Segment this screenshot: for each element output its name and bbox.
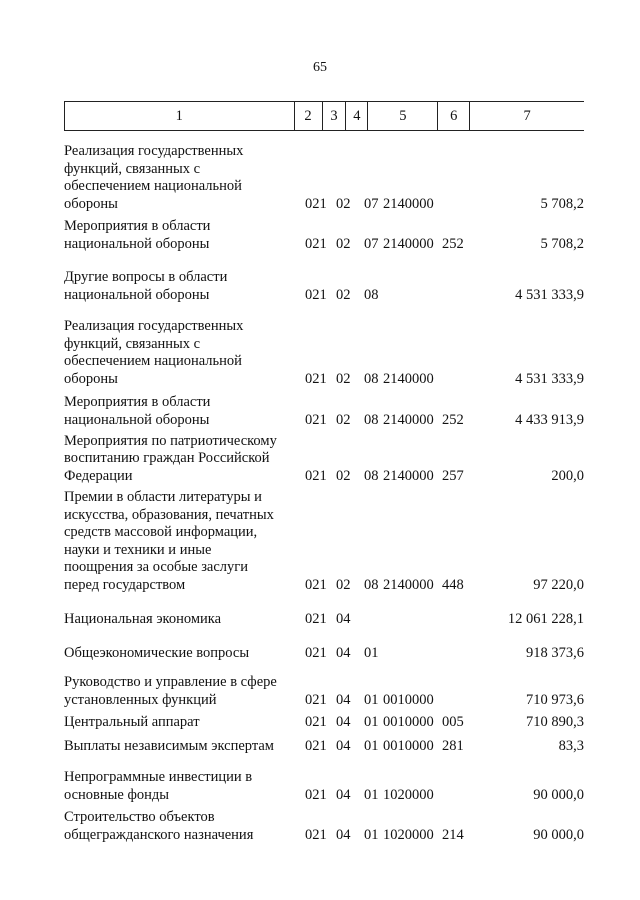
row-code-subsection: 01	[364, 713, 379, 730]
row-code-subsection: 08	[364, 576, 379, 593]
table-row	[64, 809, 584, 844]
table-row	[64, 394, 584, 429]
row-code-subsection: 01	[364, 786, 379, 803]
row-name: Другие вопросы в области национальной обороны	[64, 269, 228, 303]
row-name: Мероприятия в области национальной обороны	[64, 218, 211, 252]
row-code-target: 2140000	[383, 576, 434, 593]
row-amount: 4 531 333,9	[515, 286, 584, 303]
row-code-ministry: 021	[305, 576, 327, 593]
row-code-ministry: 021	[305, 411, 327, 428]
row-code-subsection: 01	[364, 644, 379, 661]
row-code-expense: 005	[442, 713, 464, 730]
row-code-ministry: 021	[305, 370, 327, 387]
row-code-subsection: 01	[364, 826, 379, 843]
row-code-subsection: 07	[364, 195, 379, 212]
table-row	[64, 218, 584, 253]
table-row	[64, 642, 584, 662]
row-code-section: 04	[336, 826, 351, 843]
header-col-2: 2	[295, 102, 323, 130]
row-name: Общеэкономические вопросы	[64, 644, 250, 661]
row-code-subsection: 08	[364, 370, 379, 387]
row-code-ministry: 021	[305, 826, 327, 843]
row-code-subsection: 08	[364, 411, 379, 428]
row-code-expense: 448	[442, 576, 464, 593]
row-code-target: 1020000	[383, 786, 434, 803]
row-code-ministry: 021	[305, 286, 327, 303]
row-amount: 4 531 333,9	[515, 370, 584, 387]
row-name: Мероприятия по патриотическому воспитанию граждан Российской Федерации	[64, 432, 277, 484]
row-name: Центральный аппарат	[64, 713, 200, 730]
row-name: Руководство и управление в сфере установленных функций	[64, 674, 277, 708]
table-row	[64, 490, 584, 594]
row-amount: 200,0	[551, 467, 584, 484]
header-col-1: 1	[65, 102, 295, 130]
page-number: 65	[313, 60, 327, 75]
row-name: Реализация государственных функций, связанных с обеспечением национальной обороны	[64, 143, 244, 212]
row-code-section: 02	[336, 576, 351, 593]
row-amount: 83,3	[558, 737, 584, 754]
row-amount: 5 708,2	[540, 235, 584, 252]
row-code-subsection: 08	[364, 467, 379, 484]
row-code-ministry: 021	[305, 713, 327, 730]
row-amount: 90 000,0	[533, 786, 584, 803]
row-name: Выплаты независимым экспертам	[64, 737, 274, 754]
row-code-ministry: 021	[305, 786, 327, 803]
row-amount: 918 373,6	[526, 644, 584, 661]
row-code-expense: 214	[442, 826, 464, 843]
row-code-section: 02	[336, 370, 351, 387]
header-col-4: 4	[346, 102, 368, 130]
row-code-section: 02	[336, 467, 351, 484]
table-header	[64, 101, 584, 131]
row-code-ministry: 021	[305, 467, 327, 484]
row-name: Премии в области литературы и искусства, образования, печатных средств массовой информации, науки и техники и иные поощрения за особые заслуги перед государством	[64, 489, 274, 593]
row-code-expense: 257	[442, 467, 464, 484]
row-code-target: 2140000	[383, 195, 434, 212]
row-name: Мероприятия в области национальной обороны	[64, 394, 211, 428]
row-code-target: 0010000	[383, 737, 434, 754]
row-code-ministry: 021	[305, 644, 327, 661]
table-row	[64, 608, 584, 628]
row-code-subsection: 07	[364, 235, 379, 252]
header-col-6: 6	[438, 102, 470, 130]
table-row	[64, 769, 584, 804]
row-code-section: 04	[336, 691, 351, 708]
header-col-7: 7	[523, 107, 531, 124]
table-row	[64, 145, 584, 213]
row-code-ministry: 021	[305, 737, 327, 754]
row-code-target: 0010000	[383, 713, 434, 730]
row-code-section: 04	[336, 644, 351, 661]
row-name: Реализация государственных функций, связанных с обеспечением национальной обороны	[64, 318, 244, 387]
row-amount: 710 973,6	[526, 691, 584, 708]
row-code-target: 0010000	[383, 691, 434, 708]
table-row	[64, 735, 584, 755]
row-code-section: 04	[336, 737, 351, 754]
row-code-ministry: 021	[305, 235, 327, 252]
row-code-target: 2140000	[383, 411, 434, 428]
row-code-subsection: 08	[364, 286, 379, 303]
row-code-ministry: 021	[305, 610, 327, 627]
row-code-target: 2140000	[383, 370, 434, 387]
row-code-section: 04	[336, 610, 351, 627]
row-code-expense: 252	[442, 411, 464, 428]
row-code-section: 02	[336, 411, 351, 428]
row-code-expense: 252	[442, 235, 464, 252]
table-row	[64, 674, 584, 709]
table-row	[64, 269, 584, 304]
row-amount: 97 220,0	[533, 576, 584, 593]
row-code-expense: 281	[442, 737, 464, 754]
table-row	[64, 711, 584, 731]
row-amount: 710 890,3	[526, 713, 584, 730]
row-name: Национальная экономика	[64, 610, 222, 627]
row-code-target: 2140000	[383, 235, 434, 252]
row-code-ministry: 021	[305, 691, 327, 708]
row-code-section: 04	[336, 713, 351, 730]
header-col-3: 3	[323, 102, 347, 130]
row-amount: 90 000,0	[533, 826, 584, 843]
row-code-subsection: 01	[364, 737, 379, 754]
row-code-ministry: 021	[305, 195, 327, 212]
row-amount: 5 708,2	[540, 195, 584, 212]
header-col-5: 5	[368, 102, 438, 130]
row-amount: 4 433 913,9	[515, 411, 584, 428]
row-code-section: 02	[336, 195, 351, 212]
row-code-section: 02	[336, 235, 351, 252]
row-code-section: 04	[336, 786, 351, 803]
table-row	[64, 320, 584, 388]
row-code-target: 1020000	[383, 826, 434, 843]
row-name: Непрограммные инвестиции в основные фонды	[64, 769, 253, 803]
row-code-section: 02	[336, 286, 351, 303]
row-code-subsection: 01	[364, 691, 379, 708]
row-amount: 12 061 228,1	[507, 610, 584, 627]
table-row	[64, 433, 584, 485]
row-code-target: 2140000	[383, 467, 434, 484]
row-name: Строительство объектов общегражданского назначения	[64, 809, 254, 843]
